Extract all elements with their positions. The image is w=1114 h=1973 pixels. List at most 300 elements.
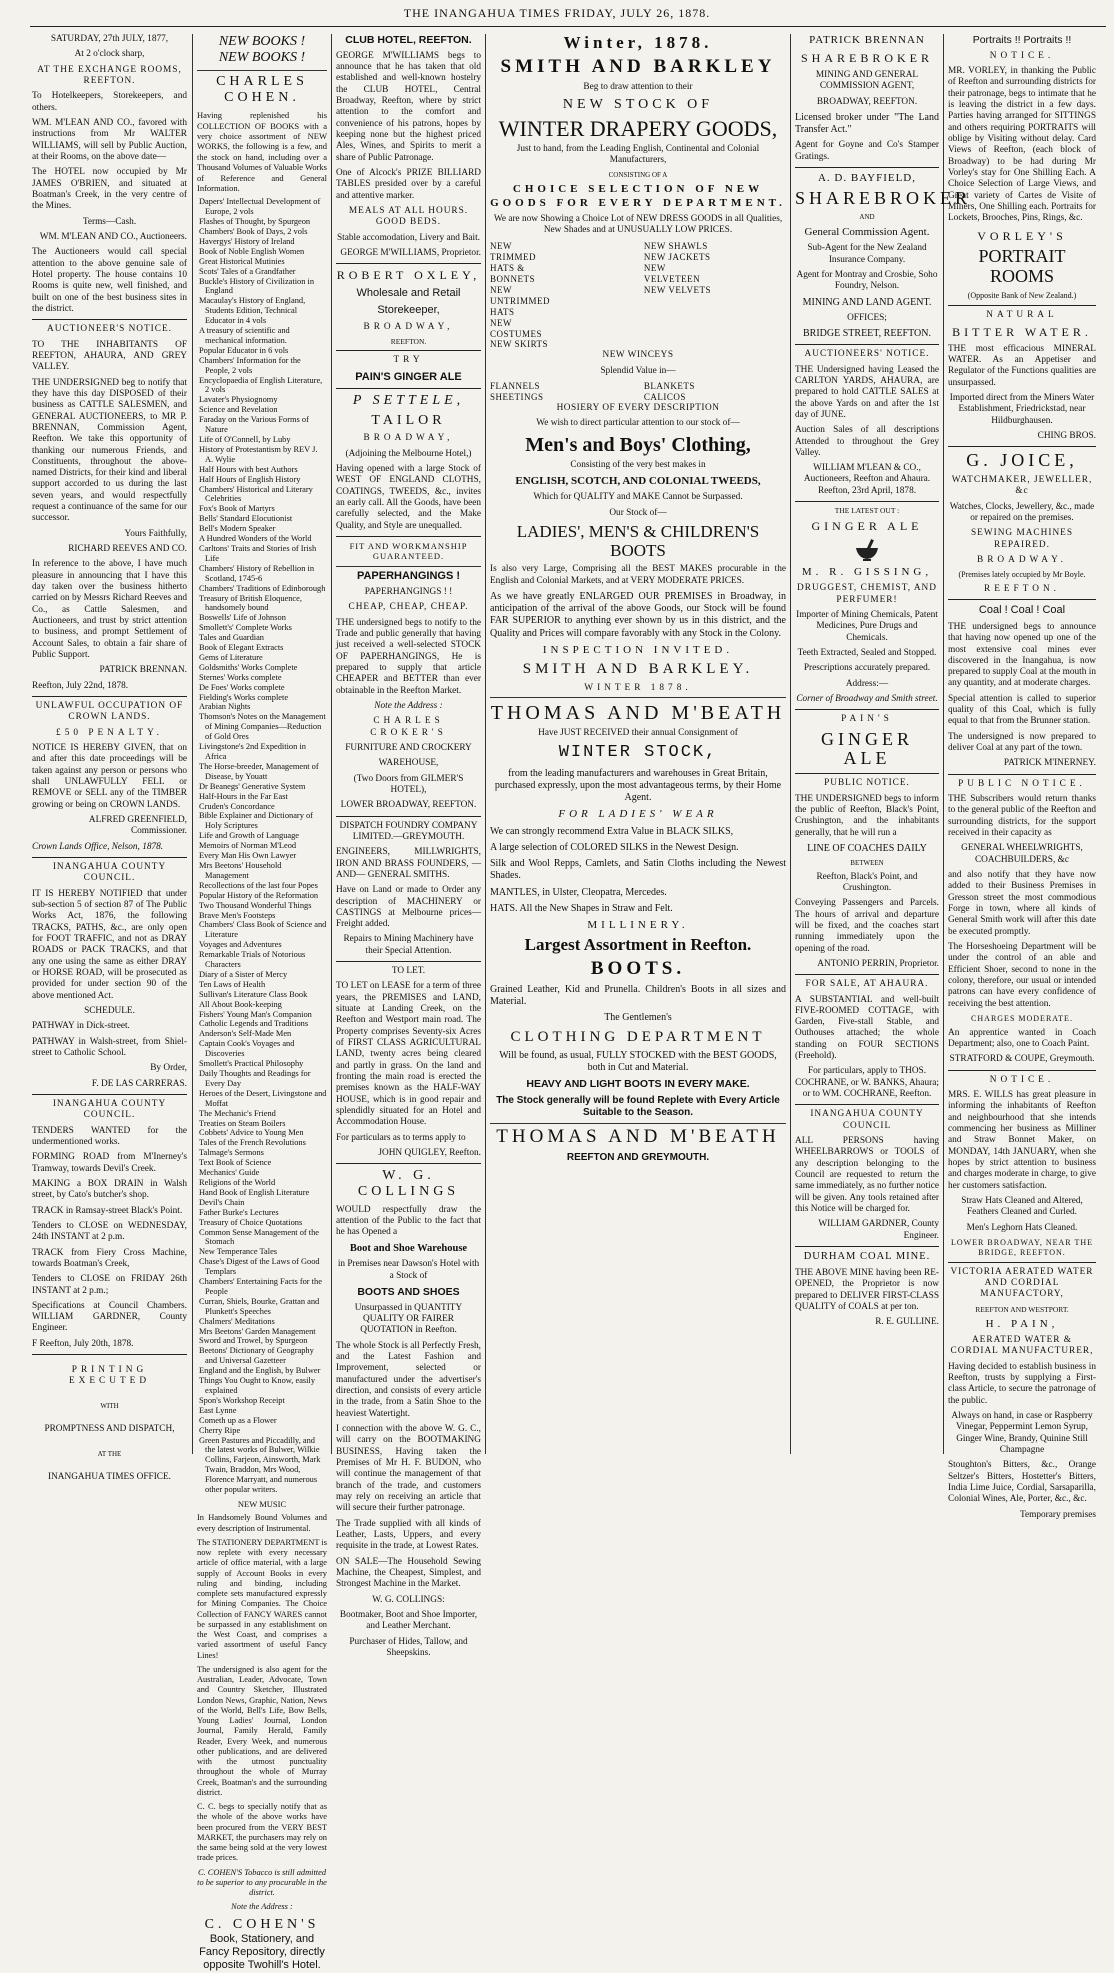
grained-text: Grained Leather, Kid and Prunella. Children's Boots in all sizes and Material. (490, 983, 786, 1008)
thomas-mbeath-address: REEFTON AND GREYMOUTH. (566, 1152, 710, 1164)
auction-date: SATURDAY, 27th JULY, 1877, (50, 34, 169, 44)
book-list-item: Sternes' Works complete (199, 672, 282, 682)
watchmaker-label: WATCHMAKER, JEWELLER, &c (951, 475, 1093, 497)
settele-address: BROADWAY, (363, 433, 454, 444)
book-list-item: Life of O'Connell, by Luby (199, 435, 291, 444)
sale-text: A SUBSTANTIAL and well-built FIVE-ROOMED COTTAGE, with Garden, Five-stall Stable, and Outhouses attached; the whole standing on FOUR SECTIONS (Freehold). (795, 994, 939, 1062)
heavy-boots: HEAVY AND LIGHT BOOTS IN EVERY MAKE. (526, 1078, 750, 1091)
coal-text: THE undersigned begs to announce that having now opened up one of the most extensive coal mines ever discovered in the Inangahua, is now prepared to supply Coal at the mouth in any quantity, and at moderate charges. (948, 621, 1096, 689)
book-list-item: Smollett's Practical Philosophy (199, 1059, 304, 1069)
address-label: Address:— (845, 678, 889, 689)
book-list-item: Livingstone's 2nd Expedition in Africa (199, 742, 306, 761)
book-list-item: Fox's Book of Martyrs (199, 504, 275, 514)
wills-ad (948, 1070, 1096, 1258)
book-list-item: The Mechanic's Friend (199, 1108, 276, 1118)
charges-text: CHARGES MODERATE. (971, 1014, 1073, 1024)
book-list-item: Talmage's Sermons (199, 1148, 264, 1158)
book-list-item: Dapers' Intellectual Development of Europe, 2 vols (199, 197, 321, 217)
collings-signature: W. G. COLLINGS: (372, 1594, 445, 1605)
collings-text: ON SALE—The Household Sewing Machine, the Cheapest, Simplest, and Strongest Machine in the Market. (336, 1556, 481, 1590)
book-list-item: Ten Laws of Health (199, 979, 266, 989)
public-text: THE Subscribers would return thanks to the general public of the Reefton and surrounding districts, for the support received in their capacity as (948, 794, 1096, 839)
item: NEW TRIMMED HATS & BONNETS (490, 240, 536, 284)
auctioneer-notice (32, 319, 187, 692)
leghorn-text: Men's Leghorn Hats Cleaned. (966, 1222, 1078, 1233)
printing-line: WITH (100, 1401, 119, 1410)
stationery-text: The STATIONERY DEPARTMENT is now replete with every necessary article of office material, with a large supply of Account Books in every ruling and binding, including complete sets manufactured expressly for Mining Companies. The Choice Collection of FANCY WARES cannot be surpassed in any establishment on the West Coast, and comprises a varied assortment of useful Fancy Lines! (197, 1537, 327, 1660)
auction-body: WM. M'LEAN AND CO., favored with instructions from Mr WALTER WILLIAMS, will sell by Public Auction, at their Rooms, on the above date— (32, 117, 187, 162)
book-list-item: Life and Growth of Language (199, 831, 299, 841)
ginger-ale2-label: GINGER ALE (821, 728, 913, 769)
joice-name: G. JOICE, (966, 450, 1078, 471)
vorley-ad (948, 34, 1096, 301)
crown-body: NOTICE IS HEREBY GIVEN, that on and after this date proceedings will be taken against any person or persons who shall UNLAWFULLY FELL or REMOVE or SELL any of the TIMBER growing or being on CROWN LANDS. (32, 743, 187, 810)
coal-ad (948, 599, 1096, 769)
book-list-item: Anderson's Self-Made Men (199, 1029, 292, 1039)
imported-text: Imported direct from the Miners Water Establishment, Friedrickstad, near Hildburghausen. (949, 392, 1095, 426)
county-council-tools (795, 1104, 939, 1242)
auction-time: At 2 o'clock sharp, (74, 49, 145, 60)
book-list-item: Book of Noble English Women (199, 246, 305, 256)
book-list-item: A treasury of scientific and mechanical information. (199, 326, 290, 345)
book-list-item: Memoirs of Norman M'Leod (199, 841, 297, 851)
books-intro: Having replenished his COLLECTION OF BOOKS with a very choice assortment of NEW WORKS, the following is a few, and the stock on hand, including over a Thousand Volumes of Valuable Works of Reference and General Information. (197, 110, 327, 193)
let-signature: JOHN QUIGLEY, Reefton. (378, 1148, 481, 1159)
mla-label: MINING AND LAND AGENT. (802, 296, 932, 308)
auct-signature: WILLIAM M'LEAN & CO., Auctioneers, Reefton and Ahaura. Reefton, 23rd April, 1878. (803, 463, 931, 496)
auctioneers-notice-2 (795, 344, 939, 497)
tenders-item: Specifications at Council Chambers. WILLIAM GARDNER, County Engineer. (32, 1300, 187, 1334)
foundry-text: Repairs to Mining Machinery have their Special Attention. (343, 934, 474, 956)
club-signature: GEORGE M'WILLIAMS, Proprietor. (340, 248, 481, 259)
book-list-item: Chambers' Traditions of Edinborough (199, 583, 326, 593)
notice-body: THE UNDERSIGNED beg to notify that they have this day DISPOSED of their business as CATTLE SALESMEN, and GENERAL AUCTIONEERS, to MR P. BRENNAN, Commission Agent, Reefton. We take this opportunity of thanking our numerous Friends, and Constituents, throughout the above-named Districts, for their kind and liberal support accorded to us during the last seven years, and would respectfully request a continuance of the same for our successor. (32, 377, 187, 524)
inspection-text: INSPECTION INVITED. (542, 643, 734, 656)
book-list-item: Two Thousand Wonderful Things (199, 900, 312, 910)
column-divider (192, 34, 193, 1454)
try-label: TRY (393, 355, 424, 366)
column-5 (795, 34, 972, 1454)
notice-body: In reference to the above, I have much pleasure in announcing that I have this day taken over the business hitherto carried on by Messrs Richard Reeves and Co., as Cattle Salesmen, and Auctioneers, and trust by strict attention to business, and prompt Settlement of Account Sales, to obtain a fair share of Public Support. (32, 559, 187, 661)
collings-text: in Premises near Dawson's Hotel with a Stock of (337, 1259, 480, 1281)
bitter-water-ad (948, 305, 1096, 443)
teeth-text: Teeth Extracted, Sealed and Stopped. (797, 647, 937, 658)
boots-title: LADIES', MEN'S & CHILDREN'S BOOTS (516, 522, 760, 560)
croker-line: LOWER BROADWAY, REEFTON. (340, 800, 477, 811)
book-list-item: Popular History of the Reformation (199, 890, 319, 900)
bayfield-ad (795, 167, 972, 340)
book-list-item: Things You Ought to Know, easily explained (199, 1376, 316, 1395)
public-notice-title: PUBLIC NOTICE. (958, 778, 1086, 789)
between-label: BETWEEN (850, 859, 884, 868)
column-6 (948, 34, 1096, 1520)
book-list-item: Chambers' Entertaining Facts for the People (199, 1277, 322, 1296)
book-list-item: Treaties on Steam Boilers (199, 1118, 286, 1128)
always-text: Always on hand, in case or Raspberry Vinegar, Peppermint Lemon Syrup, Ginger Wine, Brandy, Quinine Still Champagne (951, 1411, 1093, 1455)
item: CALICOS (643, 392, 686, 403)
book-list-item: East Lynne (199, 1405, 237, 1415)
foundry-title: DISPATCH FOUNDRY COMPANY LIMITED.—GREYMOUTH. (339, 820, 478, 842)
durham-coal-ad (795, 1246, 939, 1328)
gissing-address: Corner of Broadway and Smith street. (796, 693, 938, 704)
book-list-item: Daily Thoughts and Readings for Every Day (199, 1069, 311, 1088)
licensed-text: Licensed broker under "The Land Transfer Act." (795, 112, 939, 136)
items-right-2 (644, 381, 786, 403)
notice-closing: Yours Faithfully, (124, 528, 187, 539)
book-list-item: De Foes' Works complete (199, 682, 285, 692)
millinery: MILLINERY. (587, 919, 689, 931)
book-list-item: Religions of the World (199, 1177, 276, 1187)
colored-text: A large selection of COLORED SILKS in the Newest Design. (490, 842, 739, 854)
stratford-signature: STRATFORD & COUPE, Greymouth. (949, 1054, 1095, 1065)
coal-signature: PATRICK M'INERNEY. (1003, 758, 1096, 769)
smith-barkley-footer: SMITH AND BARKLEY. (522, 661, 754, 678)
sewing-text: SEWING MACHINES REPAIRED. (970, 528, 1074, 550)
book-list-item: Father Burke's Lectures (199, 1207, 279, 1217)
pains-label: PAIN'S (841, 714, 893, 725)
book-list-item: Voyages and Adventures (199, 940, 282, 950)
book-list-item: Science and Revelation (199, 405, 278, 415)
county-council-tenders (32, 1094, 187, 1350)
to-let-ad (336, 961, 481, 1159)
column-divider (790, 34, 791, 1454)
book-list-item: Captain Cook's Voyages and Discoveries (199, 1039, 295, 1059)
ginger-ale-label: GINGER ALE (811, 519, 923, 534)
book-list-item: Bible Explainer and Dictionary of Holy Scriptures (199, 811, 313, 831)
book-list-item: Boswells' Life of Johnson (199, 613, 286, 623)
county-signature: WILLIAM GARDNER, County Engineer. (818, 1219, 939, 1241)
hosiery: HOSIERY OF EVERY DESCRIPTION (556, 403, 720, 414)
brennan-ad (795, 34, 939, 163)
book-list-item: Green Pastures and Piccadilly, and the latest works of Bulwer, Wilkie Collins, Farjeon, Ainsworth, Mark Twain, Braddon, Mrs Wood, Florence Marryatt, and numerous other popular writers. (199, 1435, 321, 1495)
book-list-item: Chambers' Historical and Literary Celebrities (199, 484, 313, 504)
column-2 (197, 34, 327, 1972)
wheelwrights-notice (948, 774, 1096, 1066)
perrin-signature: ANTONIO PERRIN, Proprietor. (817, 958, 939, 969)
book-list-item: Cherry Ripe (199, 1425, 241, 1435)
book-list-item: Cobbets' Advice to Young Men (199, 1128, 304, 1138)
ladies-wear: FOR LADIES' WEAR (558, 808, 718, 821)
column-divider (485, 34, 486, 1454)
sale-contact: For particulars, apply to THOS. COCHRANE, or W. BANKS, Ahaura; or to WM. COCHRANE, Reefton. (795, 1066, 939, 1100)
settele-address: (Adjoining the Melbourne Hotel,) (345, 448, 472, 459)
collings-title: W. G. COLLINGS (357, 1168, 460, 1200)
book-list-item: History of Protestantism by REV J. A. Wylie (199, 444, 318, 464)
column-3 (336, 34, 481, 1658)
collings-text: I connection with the above W. G. C., will carry on the BOOTMAKING BUSINESS, Having taken the Premises of Mr H. F. BUDON, who will continue the management of that branch of the trade, and customers may rely on receiving an article that will secure their further patronage. (336, 1424, 481, 1514)
book-list-item: Tales of the French Revolutions (199, 1138, 306, 1148)
book-list-item: Arabian Nights (199, 702, 251, 712)
county-text: ALL PERSONS having WHEELBARROWS or TOOLS of any description belonging to the Council are requested to return the same immediately, as no further notice will be given. Any tools retained after this Notice will be charged for. (795, 1136, 939, 1215)
croker-line: (Two Doors from GILMER'S HOTEL), (353, 773, 464, 795)
book-list-item: New Temperance Tales (199, 1247, 278, 1257)
book-list-item: Half Hours of English History (199, 474, 301, 484)
collings-text: The whole Stock is all Perfectly Fresh, and the Latest Fashion and Improvement, selected or manufactured under the advertiser's direction, and consists of every article in the trade, from a Satin Shoe to the heaviest Watertight. (336, 1340, 481, 1419)
printing-line: AT THE (97, 1449, 122, 1458)
collings-ad (336, 1163, 481, 1659)
replete-text: The Stock generally will be found Replete with Every Article Suitable to the Season. (496, 1094, 780, 1119)
club-text: GEORGE M'WILLIAMS begs to announce that he has taken that old established and well-known hostelry the CLUB HOTEL, Central Broadway, Reefton, where by strict attention to the comfort and convenience of his patrons, hopes by keeping none but the highest priced Ales, Wines, and Spirits to merit a share of Public Patronage. (336, 50, 481, 163)
temporary-text: Temporary premises (1019, 1509, 1096, 1520)
oxley-ad (336, 263, 481, 346)
sharebroker-label: SHAREBROKER (800, 51, 933, 66)
public-text: The Horseshoeing Department will be under the control of an able and Efficient Shoer, second to none in the colony, therefore, our usual or intended patrons can have every confidence of receiving the best attention. (948, 942, 1096, 1009)
book-list-item: The Horse-breeder, Management of Disease, by Youatt (199, 761, 319, 781)
book-list-item: Half-Hours in the Far East (199, 791, 288, 801)
just-text: Just to hand, from the Leading English, Continental and Colonial Manufacturers, (516, 144, 760, 166)
auction-signature: WM. M'LEAN AND CO., Auctioneers. (39, 231, 187, 242)
crown-office: Crown Lands Office, Nelson, 1878. (32, 841, 164, 852)
book-list-item: Chambers' Book of Days, 2 vols (199, 226, 308, 236)
stoughton-text: Stoughton's Bitters, &c., Orange Seltzer's Bitters, Hostetter's Bitters, India Lime Juice, Cordial, Sarsaparilla, Colonial Wines, Ale, Porter, &c., &c. (948, 1460, 1096, 1505)
joice-broadway: BROADWAY. (977, 555, 1067, 566)
item: NEW JACKETS (643, 251, 711, 262)
item: NEW UNTRIMMED HATS (490, 284, 550, 317)
portraits-title: Portraits !! Portraits !! (972, 34, 1072, 46)
pain-aerated-ad (948, 1262, 1096, 1521)
tailor-label: TAILOR (371, 413, 446, 429)
cohen-footer-text: Book, Stationery, and Fancy Repository, directly opposite Twohill's Hotel. (199, 1932, 325, 1972)
music-title: NEW MUSIC (237, 1498, 287, 1509)
public-title: PUBLIC NOTICE. (824, 778, 910, 789)
book-list-item: Sword and Trowel, by Spurgeon (199, 1336, 308, 1346)
book-list-item: Gems of Literature (199, 652, 263, 662)
book-list-item: Chambers' Information for the People, 2 vols (199, 355, 301, 375)
collings-text: The Trade supplied with all kinds of Leather, Lasts, Uppers, and every requisite in the trade, at Lowest Rates. (336, 1518, 481, 1552)
auct-text: Auction Sales of all descriptions Attended to throughout the Grey Valley. (795, 425, 939, 458)
fully-text: Will be found, as usual, FULLY STOCKED with the BEST GOODS, both in Cut and Material. (499, 1049, 777, 1073)
auction-place: AT THE EXCHANGE ROOMS, REEFTON. (37, 64, 182, 86)
notice-signature: PATRICK BRENNAN. (99, 665, 187, 676)
book-list-item: Carltons' Traits and Stories of Irish Life (199, 543, 317, 563)
book-list-item: Every Man His Own Lawyer (199, 851, 297, 861)
agent-text: Agent for Goyne and Co's Stamper Gratings. (795, 140, 939, 162)
notice-date: Reefton, July 22nd, 1878. (32, 680, 129, 691)
auction-audience: To Hotelkeepers, Storekeepers, and others. (32, 91, 187, 113)
boots-heading: BOOTS. (590, 958, 686, 980)
book-list-item: Smollett's' Complete Works (199, 623, 292, 633)
vorleys-label: VORLEY'S (977, 228, 1067, 243)
natural-label: NATURAL (986, 309, 1058, 320)
notice-title: AUCTIONEER'S NOTICE. (47, 324, 172, 335)
coaches-line: LINE OF COACHES DAILY (807, 842, 927, 854)
direct-text: We wish to direct particular attention to our stock of— (536, 418, 740, 429)
note-address: Note the Address : (231, 1902, 293, 1912)
oxley-line: Storekeeper, (377, 304, 440, 317)
cohen-name: CHARLES COHEN. (197, 70, 327, 106)
tobacco-text: C. COHEN'S Tobacco is still admitted to be superior to any procurable in the district. (197, 1867, 327, 1898)
offices-label: OFFICES; (847, 312, 887, 323)
item: NEW VELVETS (643, 284, 712, 295)
collings-text: Purchaser of Hides, Tallow, and Sheepskins. (349, 1636, 468, 1658)
smith-barkley-title: SMITH AND BARKLEY (500, 55, 776, 77)
book-list-item: Sullivan's Literature Class Book (199, 989, 308, 999)
tenders-item: Tenders to CLOSE on WEDNESDAY, 24th INSTANT at 2 p.m. (32, 1220, 187, 1243)
silks-text: We can strongly recommend Extra Value in BLACK SILKS, (490, 825, 734, 837)
collings-text: Bootmaker, Boot and Shoe Importer, and Leather Merchant. (339, 1610, 478, 1632)
paper-title: PAPERHANGINGS ! (336, 566, 481, 583)
county-title: INANGAHUA COUNTY COUNCIL (810, 1109, 924, 1131)
items-grid (490, 241, 786, 351)
council-order: By Order, (150, 1063, 187, 1074)
bridge-address: BRIDGE STREET, REEFTON. (803, 328, 931, 340)
book-list-item: Popular Educator in 6 vols (199, 345, 289, 355)
book-list-item: Heroes of the Desert, Livingstone and Moffat (199, 1088, 327, 1108)
book-list-item: Half Hours with best Authors (199, 464, 298, 474)
settele-name: P SETTELE, (352, 393, 465, 409)
music-text: In Handsomely Bound Volumes and every description of Instrumental. (197, 1513, 327, 1533)
coal-title: Coal ! Coal ! Coal (978, 604, 1066, 617)
books-heading: NEW BOOKS ! (218, 50, 306, 66)
premises-text: As we have greatly ENLARGED OUR PREMISES in Broadway, in anticipation of the arrival of the above Goods, our Stock will be found FAR SUPERIOR to anything ever shown by us in this district, and the Quality and Prices will compare favorably with any Stock in the Colony. (490, 591, 786, 639)
bitter-water-label: BITTER WATER. (952, 325, 1092, 340)
joice-ad (948, 446, 1096, 595)
druggist-label: DRUGGEST, CHEMIST, AND PERFUMER! (797, 583, 937, 605)
wills-notice: NOTICE. (989, 1074, 1055, 1085)
tenders-item: MAKING a BOX DRAIN in Walsh street, by Cato's butcher's shop. (32, 1178, 187, 1201)
clothing-department: CLOTHING DEPARTMENT (510, 1028, 766, 1045)
book-list-item: A Hundred Wonders of the World (199, 534, 312, 544)
from-text: from the leading manufacturers and warehouses in Great Britain, purchased expressly, upon the most advantageous terms, by their Home Agent. (494, 767, 782, 804)
let-text: For particulars as to terms apply to (336, 1132, 466, 1143)
wills-address: LOWER BROADWAY, NEAR THE BRIDGE, REEFTON. (950, 1238, 1094, 1257)
column-1 (32, 34, 187, 1483)
cohen-footer-name: C. COHEN'S (204, 1916, 320, 1932)
tenders-item: TRACK from Fiery Cross Machine, towards Boatman's Creek, (32, 1247, 187, 1269)
crown-penalty: £50 PENALTY. (56, 727, 163, 738)
column-4 (490, 34, 786, 1454)
durham-title: DURHAM COAL MINE. (803, 1251, 931, 1263)
tweeds-title: ENGLISH, SCOTCH, AND COLONIAL TWEEDS, (515, 475, 761, 488)
book-list-item: Text Book of Science (199, 1158, 272, 1168)
collings-text: WOULD respectfully draw the attention of the Public to the fact that he has Opened a (336, 1204, 481, 1238)
book-list-item: Beetons' Dictionary of Geography and Universal Gazetteer (199, 1346, 314, 1366)
crown-lands-notice (32, 696, 187, 853)
club-text: One of Alcock's PRIZE BILLIARD TABLES presided over by a careful and attentive marker. (336, 168, 481, 201)
consisting-text: Consisting of the very best makes in (570, 459, 706, 470)
collings-warehouse: Boot and Shoe Warehouse (349, 1242, 468, 1254)
conveying-text: Conveying Passengers and Parcels. The hours of arrival and departure will be fixed, and the coaches start running immediately upon the opening of the road. (795, 898, 939, 954)
book-list-item: Curran, Shiels, Bourke, Grattan and Plunkett's Speeches (199, 1296, 320, 1316)
club-hotel-ad (336, 34, 481, 259)
oxley-name: ROBERT OXLEY, (336, 268, 481, 283)
silk-wool-text: Silk and Wool Repps, Camlets, and Satin Cloths including the Newest Shades. (490, 858, 786, 882)
tenders-title: INANGAHUA COUNTY COUNCIL. (52, 1098, 167, 1121)
durham-text: THE ABOVE MINE having been RE-OPENED, the Proprietor is now prepared to DELIVER FIRST-CLASS QUALITY of COALS at per ton. (795, 1267, 939, 1312)
council-title: INANGAHUA COUNTY COUNCIL. (52, 862, 167, 884)
vorley-notice: NOTICE. (989, 50, 1055, 61)
oxley-line: BROADWAY, (363, 321, 454, 332)
book-list-item: Great Historical Mutinies (199, 256, 285, 266)
note-address: Note the Address : (374, 700, 443, 711)
paper-subtitle: PAPERHANGINGS ! ! (364, 586, 453, 597)
boots-text: Is also very Large, Comprising all the BEST MAKES procurable in the English and Colonial Markets, and at VERY MODERATE PRICES. (490, 564, 786, 586)
book-list-item: Brave Men's Footsteps (199, 910, 276, 920)
masthead-rule (30, 26, 1106, 27)
notice-signature: RICHARD REEVES AND CO. (68, 544, 187, 555)
items-grid-2 (490, 381, 786, 403)
book-list-item: Mechanics' Guide (199, 1168, 260, 1178)
masthead: THE INANGAHUA TIMES FRIDAY, JULY 26, 1878. (403, 6, 711, 20)
gca-label: General Commission Agent. (804, 225, 930, 238)
collings-boots: BOOTS AND SHOES (357, 1286, 460, 1299)
printing-line: PRINTING EXECUTED (68, 1365, 151, 1387)
club-title: CLUB HOTEL, REEFTON. (345, 34, 472, 46)
crown-signature: ALFRED GREENFIELD, Commissioner. (88, 815, 187, 837)
have-text: Have JUST RECEIVED their annual Consignment of (538, 727, 738, 738)
book-list-item: Goldsmiths' Works Complete (199, 662, 298, 672)
mining-agent: MINING AND GENERAL COMMISSION AGENT, (815, 70, 919, 92)
ginger-ale-ad (336, 350, 481, 384)
showing-text: We are now Showing a Choice Lot of NEW DRESS GOODS in all Qualities, New Shades and at UNUSUALLY LOW PRICES. (493, 214, 783, 236)
book-list-item: Havergys' History of Ireland (199, 236, 295, 246)
croker-name: CHARLES CROKER'S (370, 716, 447, 738)
our-stock: Our Stock of— (609, 507, 667, 518)
book-list-item: Macaulay's History of England, Students Edition, Technical Educator in 4 vols (199, 296, 306, 326)
book-list-item: Lavater's Physiognomy (199, 395, 278, 405)
mantles-text: MANTLES, in Ulster, Cleopatra, Mercedes. (490, 886, 667, 898)
book-list-item: Treasury of British Eloquence, handsomely bound (199, 593, 302, 613)
items-left (490, 241, 632, 351)
council-body: IT IS HEREBY NOTIFIED that under sub-section 5 of section 87 of The Public Works Act, 1876, the following TRACKS, PATHS, &c., are only open for FOOT TRAFFIC, and not as DRAY ROADS or PACK TRACKS, and that any one using the same as either DRAY or HORSE ROAD, will be prosecuted as provided for under section 90 of the above mentioned Act. (32, 888, 187, 1001)
foundry-ad (336, 816, 481, 958)
book-list-item: Buckle's History of Civilization in England (199, 276, 315, 296)
splendid-text: Splendid Value in— (600, 365, 676, 376)
pain-name: H. PAIN, (985, 1317, 1059, 1330)
bayfield-name: A. D. BAYFIELD, (817, 172, 916, 185)
gissing-ad (795, 501, 939, 705)
books-heading: NEW BOOKS ! (218, 34, 306, 49)
book-list-item: Devil's Chain (199, 1197, 245, 1207)
book-list-item: Remarkable Trials of Notorious Characters (199, 950, 306, 970)
brennan-address: BROADWAY, REEFTON. (816, 96, 918, 107)
prescriptions-text: Prescriptions accurately prepared. (803, 663, 931, 674)
item: BLANKETS (643, 381, 695, 392)
new-stock: NEW STOCK OF (562, 96, 714, 112)
tenders-item: TENDERS WANTED for the undermentioned works. (32, 1125, 187, 1147)
county-council-notice (32, 857, 187, 1090)
book-list-item: Diary of a Sister of Mercy (199, 969, 288, 979)
tenders-date: F Reefton, July 20th, 1878. (32, 1338, 134, 1349)
paperhangings-ad (336, 536, 481, 812)
gulline-signature: R. E. GULLINE. (875, 1317, 939, 1328)
public-text: and also notify that they have now added to their Business Premises in Gresson street the most commodious Forge in town, where all kinds of General Smith work will after this date be executed promptly. (948, 870, 1096, 937)
book-list-item: Fishers' Young Man's Companion (199, 1009, 312, 1019)
general-label: GENERAL WHEELWRIGHTS, COACHBUILDERS, &c (961, 843, 1083, 865)
items-right (644, 241, 786, 351)
column-divider (943, 34, 944, 1454)
importer-text: Importer of Mining Chemicals, Patent Medicines, Pure Drugs and Chemicals. (796, 609, 938, 643)
book-list-item: Chase's Digest of the Laws of Good Templars (199, 1257, 320, 1277)
item: NEW SKIRTS (490, 339, 549, 350)
notice-address: TO THE INHABITANTS OF REEFTON, AHAURA, AND GREY VALLEY. (32, 339, 187, 373)
book-list-item: Thomson's Notes on the Management of Mining Companies—Reduction of Gold Ores (199, 712, 326, 742)
book-list-item: Spon's Workshop Receipt (199, 1395, 285, 1405)
auct-text: THE Undersigned having Leased the CARLTON YARDS, AHAURA, are prepared to hold CATTLE SALES at the above Yards on and after the 1st day of JUNE. (795, 364, 939, 420)
coaches-notice (795, 773, 939, 970)
book-list-item: England and the English, by Bulwer (199, 1366, 321, 1376)
coal-text: Special attention is called to superior quality of this Coal, which is fully equal to that from the Brunner station. (948, 693, 1096, 727)
choice-text: CHOICE SELECTION OF NEW GOODS FOR EVERY DEPARTMENT. (490, 183, 786, 209)
printing-line: PROMPTNESS AND DISPATCH, (44, 1424, 175, 1435)
auction-ad (32, 34, 187, 315)
supply-text: C. C. begs to specially notify that as the whole of the above works have been procured from the VERY BEST MARKET, the purchasers may rely on the same being sold at the very lowest trade prices. (197, 1802, 327, 1863)
column-divider (331, 34, 332, 1454)
book-list-item: Recollections of the last four Popes (199, 880, 318, 890)
winter-stock: WINTER STOCK, (558, 743, 718, 763)
hats-text: HATS. All the New Shapes in Straw and Felt. (490, 902, 673, 914)
coaches-text: THE UNDERSIGNED begs to inform the public of Reefton, Black's Point, Crushington, and the inhabitants generally, that he will run a (795, 793, 939, 838)
